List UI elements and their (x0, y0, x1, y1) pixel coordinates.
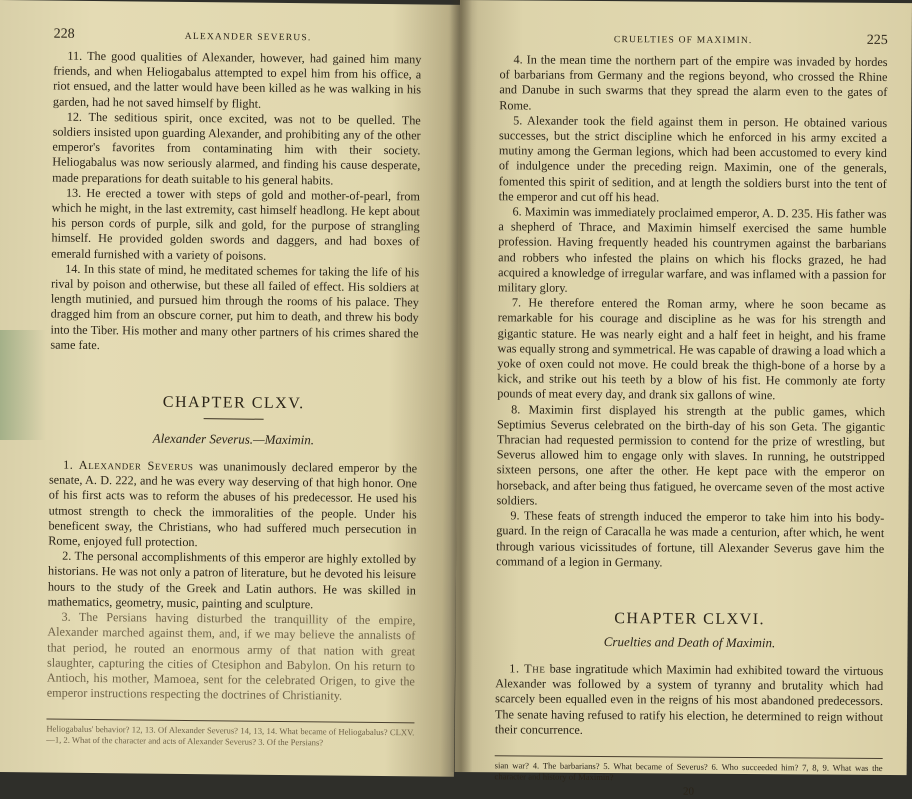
right-running-head: CRUELTIES OF MAXIMIN. (613, 35, 753, 47)
right-page-header (500, 30, 888, 55)
right-page-number: 225 (866, 32, 888, 48)
right-paragraph-8: 8. Maximin first displayed his strength at the public games, which Septimius Severus celebrated on the birth-day of his son Geta. The gigantic Thracian had requested permission to contend for the prize of wrestling, but Severus allowed him to engage only with slaves. In running, he outstripped sixteen persons, one after the other. He kept pace with the emperor on horseback, and after being thus fatigued, he overcame seven of the most active soldiers. (496, 402, 886, 508)
chapter-clxvi-title: CHAPTER CLXVI. (614, 609, 766, 629)
chapter-clxv-rule (204, 418, 264, 420)
right-paragraph-6: 6. Maximin was immediately proclaimed emperor, A. D. 235. His father was a shepherd of Thrace, and Maximin himself exercised the same humble profession. Having frequently headed his countrymen against the barbarians and robbers who infested the plains on which his flocks grazed, he had acquired a knowledge of irregular warfare, and was inflamed with a passion for military glory. (497, 204, 887, 295)
chapter-clxvi-subtitle: Cruelties and Death of Maximin. (603, 633, 776, 651)
left-footnote-rule (46, 719, 414, 724)
left-footnote: Heliogabalus' behavior? 12, 13. Of Alexander Severus? 14, 13, 14. What became of Heliogabalus? CLXV.—1, 2. What of the character and acts of Alexander Severus? 3. Of the Persians? (46, 723, 415, 748)
left-page-number: 228 (53, 26, 75, 42)
left-paragraph-12: 12. The seditious spirit, once excited, was not to be quelled. The soldiers insisted upon guarding Alexander, and prohibiting any of the other emperor's favorites from contaminating him with their society. Heliogabalus was now seriously alarmed, and finding his cause desperate, made preparations for death suitable to his general habits. (52, 109, 421, 188)
right-page (455, 0, 912, 798)
right-lead-smallcaps: 1. The (509, 661, 546, 676)
book-gutter (450, 0, 472, 772)
lead-smallcaps: 1. Alexander Severus (63, 457, 194, 474)
right-paragraph-1-body: base ingratitude which Maximin had exhibited toward the virtuous Alexander was followed by a system of tyranny and brutality which had scarcely been equalled even in the reigns of his most abandoned predecessors. The senate having refused to ratify his election, he determined to reign without their concurrence. (494, 661, 884, 737)
right-paragraph-7: 7. He therefore entered the Roman army, where he soon became as remarkable for his courage and discipline as he was for his strength and gigantic stature. He was nearly eight and a half feet in height, and his frame was equally strong and symmetrical. He was capable of drawing a load which a yoke of oxen could not move. He could break the thigh-bone of a horse by a kick, and strike out his teeth by a blow of his fist. He commonly ate forty pounds of meat every day, and drank six gallons of wine. (497, 295, 886, 403)
left-paragraph-13: 13. He erected a tower with steps of gold and mother-of-pearl, from which he might, in the last extremity, cast himself headlong. He kept about his person cords of purple, silk and gold, for the purpose of strangling himself. He provided golden swords and daggers, and had boxes of emerald furnished with a variety of poisons. (51, 185, 421, 263)
paragraph-1-body: was unanimously declared emperor by the senate, A. D. 222, and he was every way deserving of that high honor. One of his first acts was to reform the abuses of his predecessor. He used his utmost strength to check the immoralities of the people. Under his beneficent sway, the Christians, who had suffered much persecution in Rome, enjoyed full protection. (48, 459, 418, 550)
left-page (0, 0, 462, 777)
chapter-clxv-title: CHAPTER CLXV. (162, 393, 305, 413)
left-paragraph-11: 11. The good qualities of Alexander, however, had gained him many friends, and when Heliogabalus attempted to expel him from his office, a riot ensued, and the latter would have been killed as he was walking in his garden, had he not saved himself by flight. (52, 48, 422, 111)
left-chapter-paragraph-1 (48, 458, 417, 553)
left-chapter-paragraph-2: 2. The personal accomplishments of this emperor are highly extolled by historians. He was not only a patron of literature, but he devoted his leisure hours to the study of the Greek and Latin authors. He was skilled in mathematics, geometry, music, painting and sculpture. (47, 548, 417, 612)
left-running-head: ALEXANDER SEVERUS. (184, 31, 312, 44)
page-stain (0, 330, 46, 440)
right-footnote: sian war? 4. The barbarians? 5. What became of Severus? 6. Who succeeded him? 7, 8, 9. What was the character and history of Maximin? (494, 760, 883, 783)
left-paragraph-14: 14. In this state of mind, he meditated schemes for taking the life of his rival by poison and otherwise, but these all failed of effect. His soldiers at length mutinied, and pursued him through the rooms of his palace. They dragged him from an obscure corner, put him to death, and threw his body into the Tiber. His mother and many other partners of his crimes shared the same fate. (50, 261, 420, 352)
right-paragraph-4: 4. In the mean time the northern part of the empire was invaded by hordes of barbarians from Germany and the regions beyond, who crossed the Rhine and Danube in such swarms that they spread the alarm even to the gates of Rome. (499, 52, 888, 113)
right-paragraph-5: 5. Alexander took the field against them in person. He obtained various successes, but the strict discipline which he enforced in his army excited a mutiny among the German legions, which had been accustomed to every kind of indulgence under the preceding reign. Maximin, one of the generals, fomented this spirit of sedition, and at length the soldiers burst into the tent of the emperor and cut off his head. (498, 113, 888, 205)
right-chapter-paragraph-1 (495, 661, 884, 740)
signature-mark: 20 (682, 785, 695, 798)
chapter-clxv-subtitle: Alexander Severus.—Maximin. (152, 430, 315, 448)
right-footnote-rule (495, 755, 883, 759)
right-paragraph-9: 9. These feats of strength induced the emperor to take him into his body-guard. In the reign of Caracalla he was made a centurion, after which, he went through various vicissitudes of fortune, till Alexander Severus gave him the command of a legion in Germany. (496, 508, 885, 570)
left-chapter-paragraph-3: 3. The Persians having disturbed the tranquillity of the empire, Alexander marched against them, and, if we may believe the annalists of that period, he routed an enormous army of that nation with great slaughter, capturing the cities of Ctesiphon and Babylon. On his return to Antioch, his mother, Mamoea, sent for the celebrated Origen, to give the emperor instructions respecting the doctrines of Christianity. (46, 609, 416, 703)
